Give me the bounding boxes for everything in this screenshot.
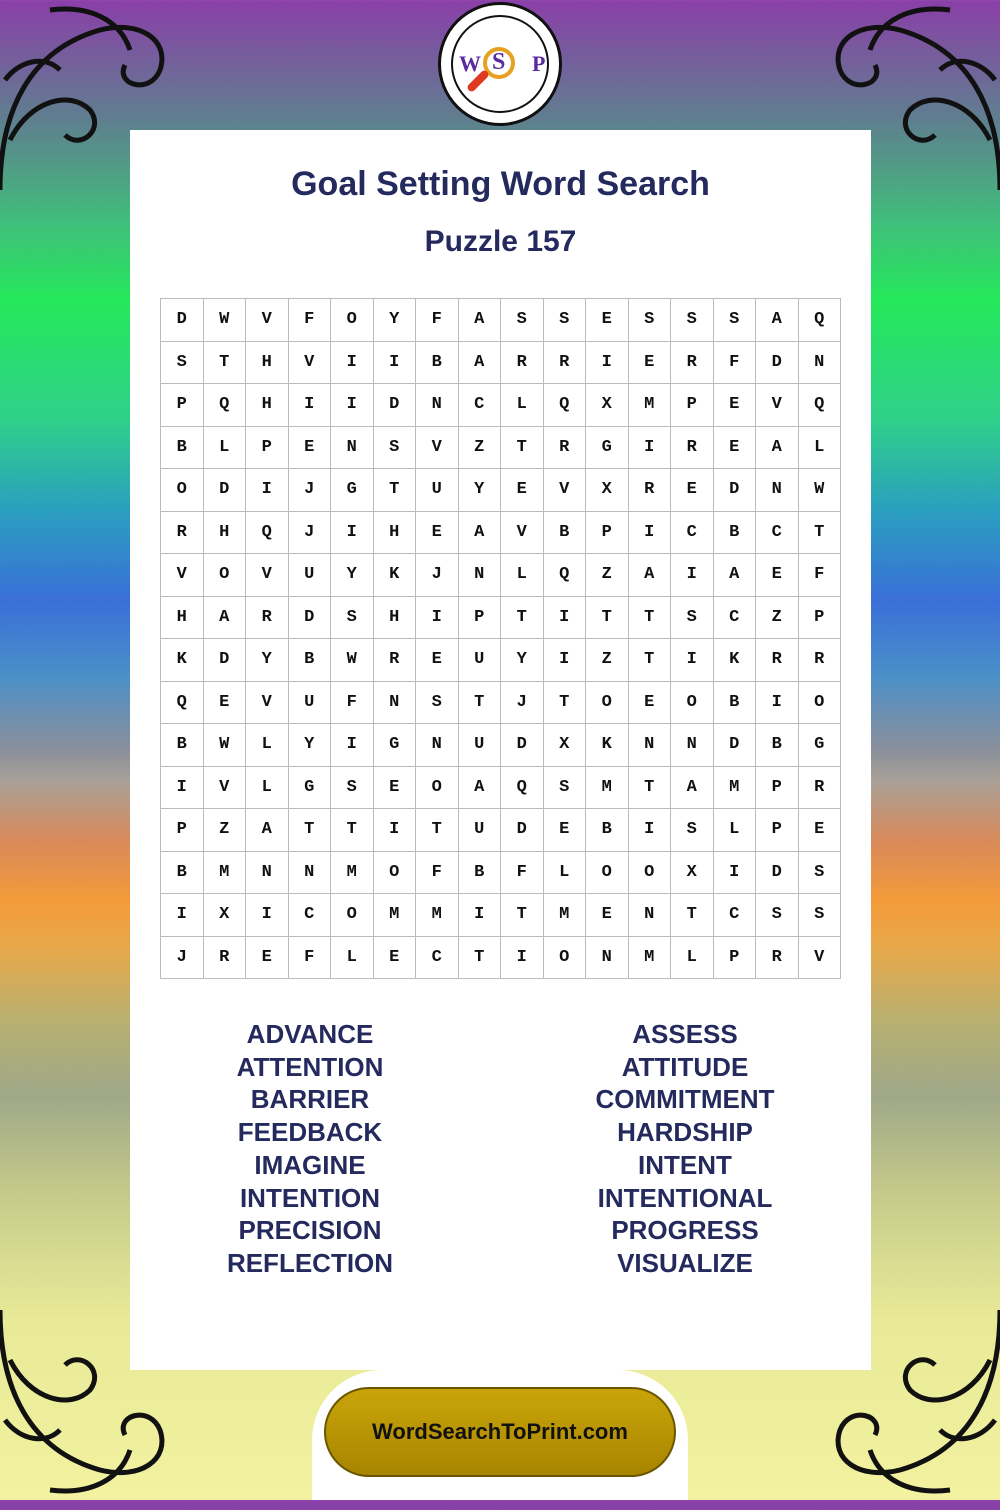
grid-cell: A [671,767,714,810]
grid-cell: S [799,894,842,937]
grid-cell: Z [204,809,247,852]
grid-cell: R [799,767,842,810]
grid-cell: O [799,682,842,725]
grid-cell: Y [459,469,502,512]
grid-cell: F [289,299,332,342]
grid-cell: C [714,894,757,937]
grid-cell: I [374,342,417,385]
grid-cell: C [459,384,502,427]
grid-cell: H [161,597,204,640]
grid-cell: Q [544,384,587,427]
grid-cell: Z [459,427,502,470]
grid-cell: K [586,724,629,767]
puzzle-panel [130,130,871,1370]
logo-letter-s: S [492,49,506,75]
grid-cell: E [671,469,714,512]
grid-cell: E [756,554,799,597]
grid-cell: S [714,299,757,342]
grid-cell: I [416,597,459,640]
logo-letter-p: P [532,51,546,76]
grid-cell: S [416,682,459,725]
word-list-item: PROGRESS [611,1215,759,1246]
grid-cell: B [586,809,629,852]
grid-cell: H [374,512,417,555]
grid-cell: R [204,937,247,980]
grid-cell: M [714,767,757,810]
grid-cell: I [161,767,204,810]
word-list-item: BARRIER [250,1084,370,1115]
word-list-item: PRECISION [238,1215,382,1246]
grid-cell: S [671,809,714,852]
grid-cell: A [459,767,502,810]
word-list-item: ADVANCE [246,1019,374,1049]
grid-cell: R [799,639,842,682]
grid-cell: X [204,894,247,937]
grid-cell: P [671,384,714,427]
grid-cell: T [629,767,672,810]
grid-cell: B [161,724,204,767]
grid-cell: E [374,937,417,980]
grid-cell: E [629,342,672,385]
grid-cell: Z [756,597,799,640]
grid-cell: I [289,384,332,427]
grid-cell: Q [161,682,204,725]
grid-cell: T [501,427,544,470]
grid-cell: T [374,469,417,512]
grid-cell: E [204,682,247,725]
grid-cell: S [161,342,204,385]
grid-cell: I [501,937,544,980]
grid-cell: X [586,384,629,427]
grid-cell: A [246,809,289,852]
grid-cell: W [799,469,842,512]
grid-cell: B [714,682,757,725]
grid-cell: V [756,384,799,427]
grid-cell: M [586,767,629,810]
grid-cell: L [331,937,374,980]
grid-cell: A [756,299,799,342]
grid-cell: D [756,852,799,895]
grid-cell: R [671,342,714,385]
grid-cell: D [714,724,757,767]
word-list-left [130,1018,490,1280]
grid-cell: A [629,554,672,597]
grid-cell: T [671,894,714,937]
grid-cell: Q [501,767,544,810]
grid-cell: E [714,427,757,470]
grid-cell: O [331,299,374,342]
word-list-item: INTENTIONAL [597,1182,773,1213]
grid-cell: E [799,809,842,852]
grid-cell: E [544,809,587,852]
grid-cell: A [714,554,757,597]
grid-cell: V [246,554,289,597]
grid-cell: U [289,682,332,725]
grid-cell: T [501,597,544,640]
grid-cell: A [459,342,502,385]
grid-cell: J [501,682,544,725]
grid-cell: B [544,512,587,555]
grid-cell: I [544,597,587,640]
grid-cell: H [246,384,289,427]
grid-cell: R [161,512,204,555]
grid-cell: E [246,937,289,980]
grid-cell: L [501,554,544,597]
grid-cell: N [246,852,289,895]
grid-cell: I [331,342,374,385]
grid-cell: S [799,852,842,895]
grid-cell: Y [501,639,544,682]
grid-cell: R [671,427,714,470]
grid-cell: P [459,597,502,640]
grid-cell: V [246,299,289,342]
grid-cell: B [289,639,332,682]
grid-cell: B [161,852,204,895]
grid-cell: O [629,852,672,895]
grid-cell: E [629,682,672,725]
grid-cell: N [586,937,629,980]
grid-cell: L [544,852,587,895]
grid-cell: T [799,512,842,555]
grid-cell: I [544,639,587,682]
grid-cell: N [799,342,842,385]
grid-cell: P [756,767,799,810]
grid-cell: Z [586,639,629,682]
grid-cell: I [374,809,417,852]
grid-cell: T [459,682,502,725]
grid-cell: J [161,937,204,980]
grid-cell: Q [799,299,842,342]
grid-cell: R [246,597,289,640]
grid-cell: T [331,809,374,852]
grid-cell: I [671,639,714,682]
grid-cell: D [714,469,757,512]
grid-cell: U [459,724,502,767]
grid-cell: M [629,937,672,980]
grid-cell: F [714,342,757,385]
grid-cell: W [331,639,374,682]
grid-cell: D [374,384,417,427]
grid-cell: O [671,682,714,725]
grid-cell: I [629,809,672,852]
grid-cell: J [416,554,459,597]
word-list-item: ATTENTION [236,1051,384,1082]
grid-cell: C [714,597,757,640]
grid-cell: D [204,639,247,682]
grid-cell: E [501,469,544,512]
grid-cell: S [756,894,799,937]
grid-cell: I [629,512,672,555]
grid-cell: R [374,639,417,682]
grid-cell: N [289,852,332,895]
grid-cell: V [246,682,289,725]
grid-cell: U [416,469,459,512]
grid-cell: I [671,554,714,597]
grid-cell: D [501,724,544,767]
puzzle-number: Puzzle 157 [424,225,577,258]
word-list-item: FEEDBACK [237,1117,383,1148]
grid-cell: U [289,554,332,597]
grid-cell: T [459,937,502,980]
letter-grid [160,298,841,979]
grid-cell: O [586,852,629,895]
grid-cell: S [501,299,544,342]
grid-cell: B [756,724,799,767]
grid-cell: X [586,469,629,512]
grid-cell: U [459,639,502,682]
grid-cell: N [629,724,672,767]
grid-cell: L [246,724,289,767]
word-list-item: INTENTION [239,1182,381,1213]
grid-cell: S [671,299,714,342]
grid-cell: P [161,384,204,427]
grid-cell: I [161,894,204,937]
word-list-item: REFLECTION [226,1247,394,1278]
grid-cell: M [331,852,374,895]
grid-cell: M [416,894,459,937]
grid-cell: J [289,512,332,555]
grid-cell: T [586,597,629,640]
grid-cell: Y [289,724,332,767]
grid-cell: M [204,852,247,895]
grid-cell: B [459,852,502,895]
grid-cell: F [416,299,459,342]
grid-cell: K [374,554,417,597]
grid-cell: F [289,937,332,980]
grid-cell: E [586,894,629,937]
grid-cell: K [161,639,204,682]
word-list-right [505,1018,865,1280]
grid-cell: N [756,469,799,512]
grid-cell: O [204,554,247,597]
grid-cell: S [544,299,587,342]
word-list-item: ATTITUDE [621,1051,749,1082]
grid-cell: G [374,724,417,767]
grid-cell: L [714,809,757,852]
grid-cell: T [416,809,459,852]
word-list-item: ASSESS [632,1019,738,1049]
grid-cell: H [374,597,417,640]
grid-cell: C [756,512,799,555]
grid-cell: B [714,512,757,555]
site-url[interactable]: WordSearchToPrint.com [372,1419,628,1444]
grid-cell: F [331,682,374,725]
grid-cell: G [331,469,374,512]
grid-cell: E [714,384,757,427]
grid-cell: F [416,852,459,895]
grid-cell: S [629,299,672,342]
grid-cell: D [501,809,544,852]
grid-cell: N [416,724,459,767]
grid-cell: N [374,682,417,725]
grid-cell: D [756,342,799,385]
grid-cell: I [459,894,502,937]
grid-cell: O [374,852,417,895]
grid-cell: E [416,512,459,555]
grid-cell: B [161,427,204,470]
grid-cell: Z [586,554,629,597]
grid-cell: R [756,937,799,980]
grid-cell: P [586,512,629,555]
grid-cell: I [756,682,799,725]
grid-cell: I [246,469,289,512]
grid-cell: H [246,342,289,385]
grid-cell: T [501,894,544,937]
grid-cell: O [331,894,374,937]
grid-cell: I [586,342,629,385]
grid-cell: S [374,427,417,470]
grid-cell: P [246,427,289,470]
grid-cell: O [161,469,204,512]
grid-cell: T [629,597,672,640]
grid-cell: G [289,767,332,810]
grid-cell: E [374,767,417,810]
word-list-item: HARDSHIP [617,1117,753,1148]
grid-cell: V [799,937,842,980]
grid-cell: A [756,427,799,470]
grid-cell: L [204,427,247,470]
grid-cell: U [459,809,502,852]
grid-cell: T [289,809,332,852]
grid-cell: I [331,384,374,427]
grid-cell: E [416,639,459,682]
grid-cell: D [289,597,332,640]
grid-cell: P [756,809,799,852]
grid-cell: R [544,342,587,385]
logo-letter-w: W [459,51,481,76]
grid-cell: V [544,469,587,512]
grid-cell: A [459,512,502,555]
grid-cell: L [501,384,544,427]
grid-cell: V [416,427,459,470]
grid-cell: Q [204,384,247,427]
grid-cell: C [416,937,459,980]
grid-cell: V [501,512,544,555]
grid-cell: N [459,554,502,597]
grid-cell: O [544,937,587,980]
grid-cell: N [671,724,714,767]
grid-cell: I [714,852,757,895]
grid-cell: F [501,852,544,895]
grid-cell: O [416,767,459,810]
grid-cell: A [204,597,247,640]
grid-cell: G [586,427,629,470]
grid-cell: E [586,299,629,342]
grid-cell: M [544,894,587,937]
word-list-item: COMMITMENT [595,1084,775,1115]
grid-cell: Q [799,384,842,427]
grid-cell: X [671,852,714,895]
grid-cell: Q [246,512,289,555]
grid-cell: C [671,512,714,555]
site-banner[interactable] [324,1387,676,1477]
grid-cell: N [629,894,672,937]
grid-cell: Y [246,639,289,682]
grid-cell: R [501,342,544,385]
grid-cell: I [331,724,374,767]
grid-cell: S [331,597,374,640]
wsp-logo [438,2,562,126]
grid-cell: Y [331,554,374,597]
grid-cell: V [204,767,247,810]
grid-cell: A [459,299,502,342]
grid-cell: D [161,299,204,342]
grid-cell: D [204,469,247,512]
grid-cell: K [714,639,757,682]
grid-cell: P [161,809,204,852]
grid-cell: Y [374,299,417,342]
grid-cell: P [799,597,842,640]
grid-cell: R [756,639,799,682]
grid-cell: V [289,342,332,385]
grid-cell: B [416,342,459,385]
grid-cell: T [629,639,672,682]
grid-cell: X [544,724,587,767]
grid-cell: S [544,767,587,810]
grid-cell: J [289,469,332,512]
grid-cell: C [289,894,332,937]
grid-cell: I [331,512,374,555]
grid-cell: I [246,894,289,937]
grid-cell: M [629,384,672,427]
grid-cell: L [799,427,842,470]
grid-cell: S [331,767,374,810]
grid-cell: N [331,427,374,470]
grid-cell: P [714,937,757,980]
grid-cell: W [204,724,247,767]
grid-cell: L [246,767,289,810]
grid-cell: E [289,427,332,470]
grid-cell: T [204,342,247,385]
grid-cell: R [544,427,587,470]
word-list-item: INTENT [638,1149,732,1180]
grid-cell: V [161,554,204,597]
grid-cell: L [671,937,714,980]
grid-cell: T [544,682,587,725]
word-list-item: IMAGINE [254,1149,366,1180]
grid-cell: W [204,299,247,342]
grid-cell: Q [544,554,587,597]
grid-cell: O [586,682,629,725]
grid-cell: G [799,724,842,767]
puzzle-title: Goal Setting Word Search [291,165,710,203]
grid-cell: N [416,384,459,427]
grid-cell: H [204,512,247,555]
grid-cell: F [799,554,842,597]
grid-cell: S [671,597,714,640]
grid-cell: M [374,894,417,937]
grid-cell: R [629,469,672,512]
word-list-item: VISUALIZE [617,1247,753,1278]
grid-cell: I [629,427,672,470]
